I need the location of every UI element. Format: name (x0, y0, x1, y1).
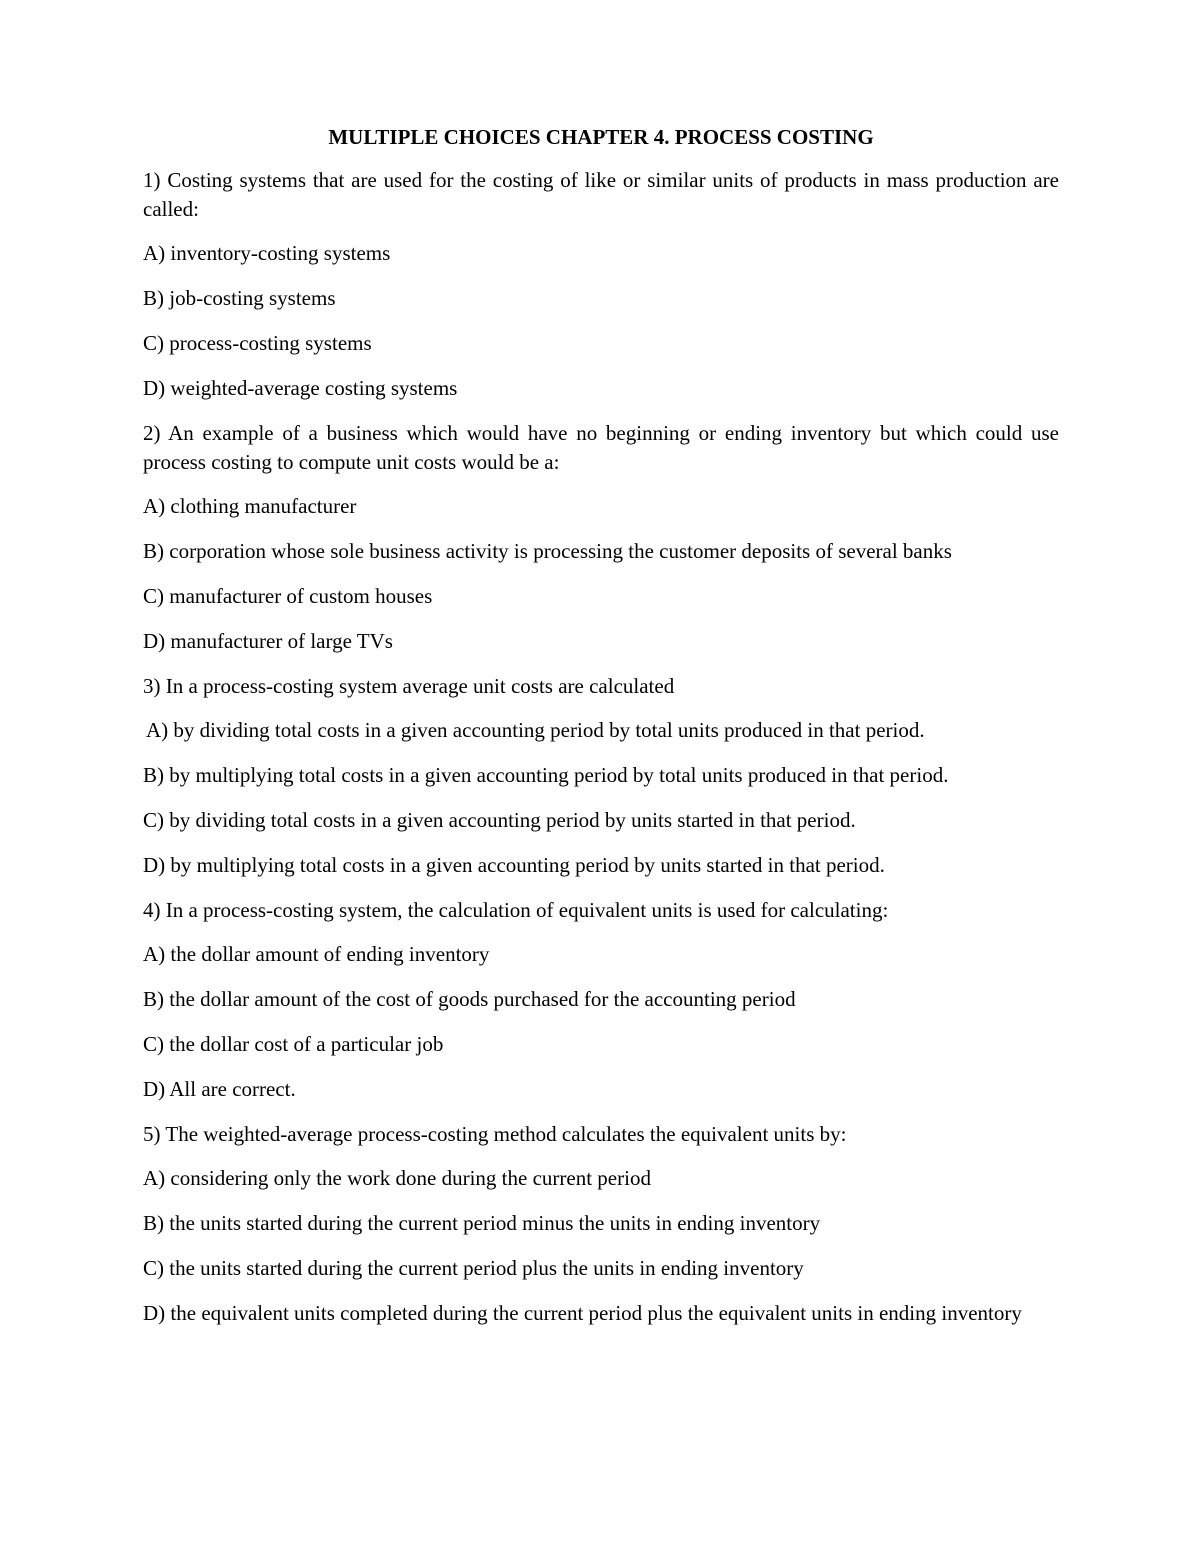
answer-option-d: D) by multiplying total costs in a given accounting period by units started in that period. (143, 853, 885, 877)
question-1 (143, 166, 1059, 403)
question-2 (143, 419, 1059, 656)
answer-option-b: B) job-costing systems (143, 286, 336, 310)
answer-option-c: C) the units started during the current period plus the units in ending inventory (143, 1256, 804, 1280)
answer-option-b: B) by multiplying total costs in a given accounting period by total units produced in that period. (143, 763, 949, 787)
answer-option-c: C) by dividing total costs in a given accounting period by units started in that period. (143, 808, 856, 832)
answer-option-b: B) the dollar amount of the cost of goods purchased for the accounting period (143, 987, 796, 1011)
question-4 (143, 896, 1059, 1104)
document-page (143, 122, 1059, 1344)
answer-option-d: D) All are correct. (143, 1077, 296, 1101)
answer-option-d: D) the equivalent units completed during the current period plus the equivalent units in ending inventory (143, 1301, 1022, 1325)
question-stem: 4) In a process-costing system, the calculation of equivalent units is used for calculating: (143, 898, 889, 922)
answer-option-c: C) manufacturer of custom houses (143, 584, 433, 608)
answer-option-a: A) inventory-costing systems (143, 241, 391, 265)
question-3 (143, 672, 1059, 880)
answer-option-d: D) manufacturer of large TVs (143, 629, 393, 653)
answer-option-b: B) the units started during the current period minus the units in ending inventory (143, 1211, 821, 1235)
answer-option-c: C) process-costing systems (143, 331, 372, 355)
answer-option-a: A) clothing manufacturer (143, 494, 357, 518)
document-title: MULTIPLE CHOICES CHAPTER 4. PROCESS COSTING (328, 125, 874, 149)
question-5 (143, 1120, 1059, 1328)
question-stem: 3) In a process-costing system average unit costs are calculated (143, 674, 675, 698)
answer-option-a: A) by dividing total costs in a given accounting period by total units produced in that period. (146, 718, 925, 742)
answer-option-d: D) weighted-average costing systems (143, 376, 458, 400)
answer-option-b: B) corporation whose sole business activity is processing the customer deposits of several banks (143, 539, 952, 563)
answer-option-a: A) considering only the work done during the current period (143, 1166, 651, 1190)
answer-option-c: C) the dollar cost of a particular job (143, 1032, 444, 1056)
question-stem: 2) An example of a business which would have no beginning or ending inventory but which could use process costing to compute unit costs would be a: (143, 421, 1059, 474)
question-stem: 1) Costing systems that are used for the costing of like or similar units of products in mass production are called: (143, 168, 1059, 221)
answer-option-a: A) the dollar amount of ending inventory (143, 942, 490, 966)
question-stem: 5) The weighted-average process-costing method calculates the equivalent units by: (143, 1122, 847, 1146)
